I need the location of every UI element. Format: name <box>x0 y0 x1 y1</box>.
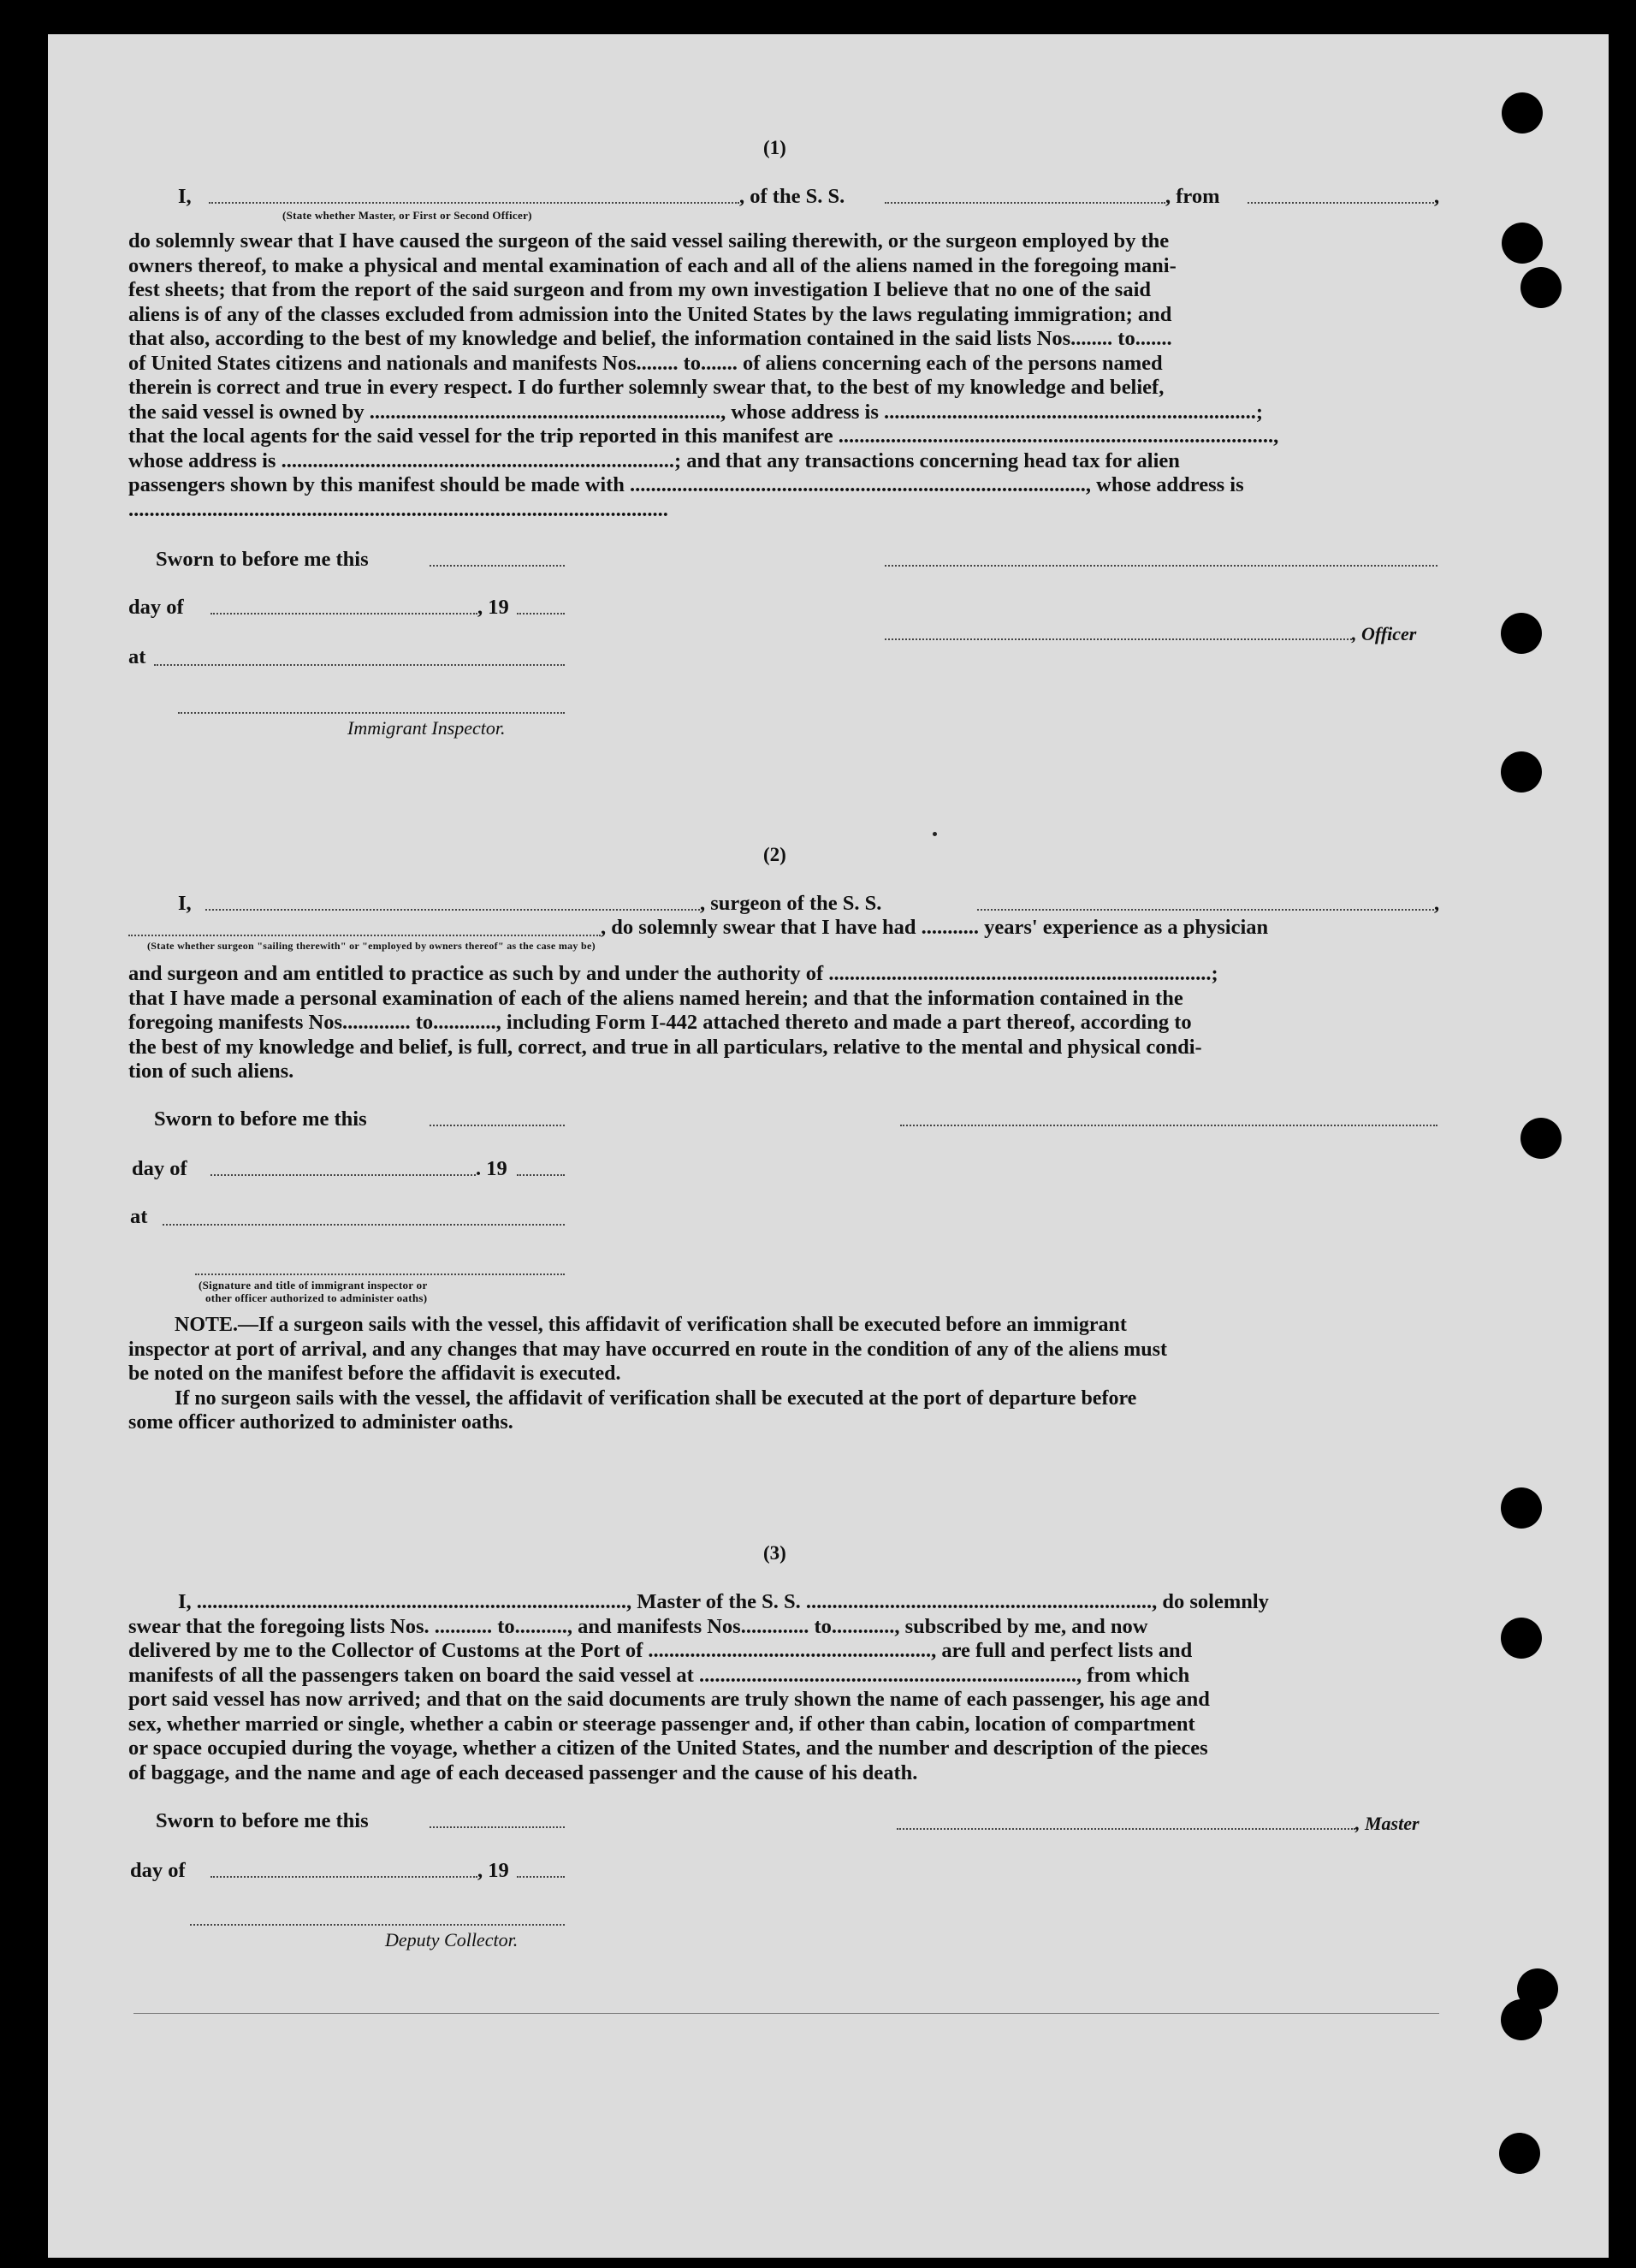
text-line: therein is correct and true in every respect. I do further solemnly swear that, to the best of my knowledge and belief, <box>128 376 1165 399</box>
s3-sworn-label: Sworn to before me this <box>156 1809 369 1832</box>
s1-at-label: at <box>128 645 146 668</box>
section-2-heading: (2) <box>763 844 786 865</box>
s2-year-prefix: . 19 <box>476 1157 507 1180</box>
s1-line1-i: I, <box>178 185 192 208</box>
punch-hole <box>1501 1618 1542 1659</box>
text-line: the said vessel is owned by ..................................................................., whose address is .......................................................................; <box>128 400 1264 424</box>
text-line: tion of such aliens. <box>128 1060 294 1083</box>
text-line: passengers shown by this manifest should be made with ......................................................................................., whose address is <box>128 473 1244 496</box>
bottom-rule <box>133 2013 1439 2014</box>
s2-line2: , do solemnly swear that I have had ........... years' experience as a physician <box>601 916 1269 939</box>
text-line: fest sheets; that from the report of the said surgeon and from my own investigation I believe that no one of the said <box>128 278 1151 301</box>
s3-day-of-label: day of <box>130 1859 186 1882</box>
note-line: If no surgeon sails with the vessel, the affidavit of verification shall be executed at the port of departure before <box>175 1386 1137 1410</box>
text-line: swear that the foregoing lists Nos. ........... to.........., and manifests Nos............. to............, subscribed by me, and now <box>128 1614 1148 1638</box>
s1-inspector-label: Immigrant Inspector. <box>347 717 506 739</box>
punch-hole <box>1501 751 1542 793</box>
s2-sig-caption-2: other officer authorized to administer oaths) <box>205 1291 428 1304</box>
s2-line1-end: , <box>1434 892 1440 915</box>
text-line: sex, whether married or single, whether a cabin or steerage passenger and, if other than cabin, location of compartment <box>128 1712 1195 1736</box>
s2-vessel-name-field[interactable] <box>977 909 1434 911</box>
s1-signature-line-1[interactable] <box>885 565 1437 567</box>
punch-hole <box>1501 613 1542 654</box>
stray-mark <box>933 832 937 836</box>
section-1-heading: (1) <box>763 137 786 158</box>
s3-collector-label: Deputy Collector. <box>385 1929 519 1950</box>
s3-affidavit-text <box>128 1590 1442 1785</box>
punch-hole <box>1502 223 1543 264</box>
s1-day-of-label: day of <box>128 596 184 619</box>
s2-surgeon-of: , surgeon of the S. S. <box>700 892 882 915</box>
text-line: do solemnly swear that I have caused the surgeon of the said vessel sailing therewith, or the surgeon employed by the <box>128 229 1170 252</box>
s2-signature-line[interactable] <box>900 1125 1437 1126</box>
punch-hole <box>1499 2133 1540 2174</box>
s2-at-place-field[interactable] <box>163 1224 565 1226</box>
note-line: be noted on the manifest before the affidavit is executed. <box>128 1363 621 1385</box>
s3-master-label: , Master <box>1355 1813 1420 1834</box>
note-line: NOTE.—If a surgeon sails with the vessel, this affidavit of verification shall be executed before an immigrant <box>175 1314 1127 1336</box>
section-3-heading: (3) <box>763 1542 786 1564</box>
text-line: owners thereof, to make a physical and mental examination of each and all of the aliens named in the foregoing mani- <box>128 253 1177 277</box>
text-line: manifests of all the passengers taken on board the said vessel at ........................................................................, from which <box>128 1663 1190 1687</box>
s1-line1-end: , <box>1434 185 1440 208</box>
s2-month-field[interactable] <box>210 1174 476 1176</box>
s1-sworn-label: Sworn to before me this <box>156 548 369 571</box>
s1-inspector-signature-field[interactable] <box>178 712 565 714</box>
s3-year-prefix: , 19 <box>477 1859 509 1882</box>
s1-month-field[interactable] <box>210 613 477 614</box>
s2-caption: (State whether surgeon "sailing therewith" or "employed by owners thereof" as the case may be) <box>147 940 596 952</box>
text-line: port said vessel has now arrived; and that on the said documents are truly shown the name of each passenger, his age and <box>128 1688 1210 1711</box>
s2-sig-caption-1: (Signature and title of immigrant inspector or <box>199 1279 428 1291</box>
from-port-field[interactable] <box>1248 202 1434 204</box>
text-line: aliens is of any of the classes excluded from admission into the United States by the laws regulating immigration; and <box>128 302 1172 326</box>
s3-master-signature-field[interactable] <box>897 1828 1355 1830</box>
s1-officer-signature-field[interactable] <box>885 638 1352 640</box>
text-line: and surgeon and am entitled to practice as such by and under the authority of .........................................................................; <box>128 962 1218 985</box>
note-line: some officer authorized to administer oaths. <box>128 1411 513 1434</box>
vessel-name-field[interactable] <box>885 202 1165 204</box>
s2-capacity-field[interactable] <box>128 935 601 936</box>
s1-year-field[interactable] <box>517 613 565 614</box>
s2-affidavit-text <box>128 962 1442 1084</box>
s2-sworn-date-field[interactable] <box>430 1125 565 1126</box>
s1-at-place-field[interactable] <box>154 664 565 666</box>
s1-officer-label: , Officer <box>1352 623 1417 644</box>
punch-hole <box>1520 1118 1562 1159</box>
text-line: that also, according to the best of my knowledge and belief, the information contained in the said lists Nos........ to....... <box>128 327 1172 350</box>
punch-hole <box>1520 267 1562 308</box>
text-line: I, .................................................................................., Master of the S. S. .................................................................., do solemnly <box>178 1590 1269 1613</box>
text-line: delivered by me to the Collector of Customs at the Port of ......................................................, are full and perfect lists and <box>128 1639 1193 1662</box>
master-name-field[interactable] <box>209 202 739 204</box>
text-line: of baggage, and the name and age of each deceased passenger and the cause of his death. <box>128 1760 918 1784</box>
s1-caption: (State whether Master, or First or Second Officer) <box>282 209 532 222</box>
s1-year-prefix: , 19 <box>477 596 509 619</box>
s2-at-label: at <box>130 1205 148 1228</box>
text-line: ....................................................................................................... <box>128 497 668 521</box>
text-line: foregoing manifests Nos............. to............, including Form I-442 attached thereto and made a part thereof, according to <box>128 1011 1192 1034</box>
s3-sworn-date-field[interactable] <box>430 1826 565 1828</box>
s1-sworn-date-field[interactable] <box>430 565 565 567</box>
note-line: inspector at port of arrival, and any changes that may have occurred en route in the condition of any of the aliens must <box>128 1338 1167 1361</box>
punch-hole <box>1502 92 1543 134</box>
text-line: or space occupied during the voyage, whether a citizen of the United States, and the number and description of the pieces <box>128 1737 1208 1760</box>
s2-day-of-label: day of <box>132 1157 187 1180</box>
s1-line1-of-ss: , of the S. S. <box>739 185 845 208</box>
s2-year-field[interactable] <box>517 1174 565 1176</box>
s3-collector-signature-field[interactable] <box>190 1924 565 1926</box>
text-line: of United States citizens and nationals and manifests Nos........ to....... of aliens concerning each of the persons named <box>128 351 1163 375</box>
s2-surgeon-name-field[interactable] <box>205 909 700 911</box>
s3-month-field[interactable] <box>210 1876 477 1878</box>
text-line: that I have made a personal examination of each of the aliens named herein; and that the information contained in the <box>128 986 1183 1010</box>
punch-hole <box>1501 1487 1542 1529</box>
punch-hole <box>1501 1999 1542 2040</box>
s1-line1-from: , from <box>1165 185 1220 208</box>
text-line: that the local agents for the said vessel for the trip reported in this manifest are ..................................................................................., <box>128 425 1279 448</box>
s2-note <box>128 1313 1442 1435</box>
s1-affidavit-text <box>128 229 1442 522</box>
s2-sworn-label: Sworn to before me this <box>154 1107 367 1131</box>
s2-line1-i: I, <box>178 892 192 915</box>
text-line: the best of my knowledge and belief, is full, correct, and true in all particulars, relative to the mental and physical condi- <box>128 1035 1202 1059</box>
s2-inspector-signature-field[interactable] <box>195 1274 565 1275</box>
text-line: whose address is ...........................................................................; and that any transactions concerning head tax for alien <box>128 448 1180 472</box>
s3-year-field[interactable] <box>517 1876 565 1878</box>
